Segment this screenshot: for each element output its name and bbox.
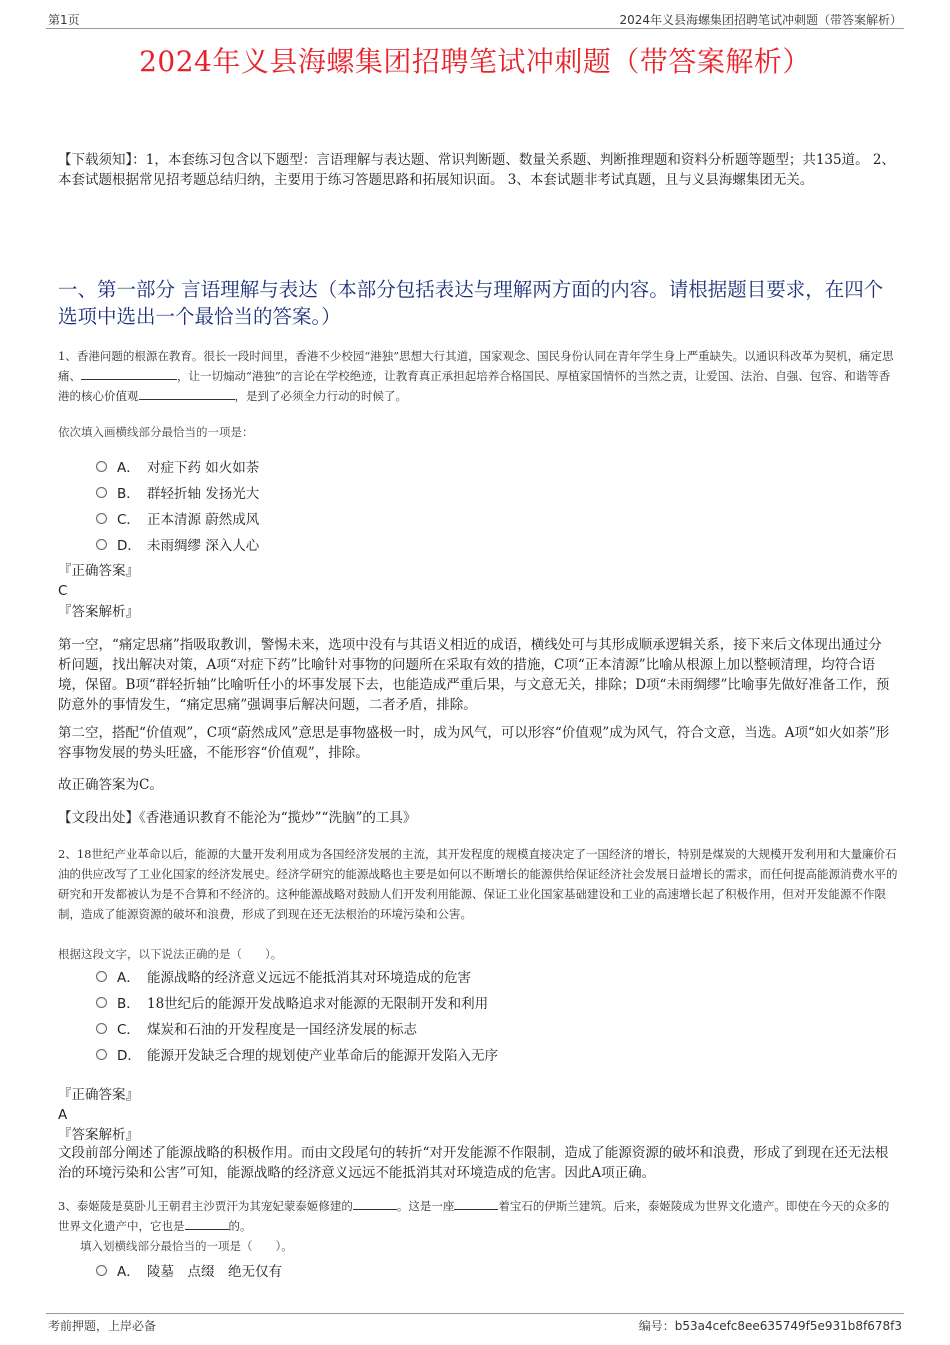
page-footer [46, 1313, 904, 1336]
blank-line [139, 386, 235, 400]
radio-icon[interactable] [96, 461, 107, 472]
footer-slogan: 考前押题，上岸必备 [48, 1319, 157, 1333]
question-1-text: 1、香港问题的根源在教育。很长一段时间里，香港不少校园“港独”思想大行其道，国家观念、国民身份认同在青年学生身上严重缺失。以通识科改革为契机，痛定思痛、 ，让一切煽动“港独”的言论在学校绝迹，让教育真正承担起培养合格国民、厚植家国情怀的当然之责，让爱国、法治、自强、包容、和谐等香港的核心价值观 ，是到了必须全力行动的时候了。 [58, 349, 894, 403]
question-3-text: 3、泰姬陵是莫卧儿王朝君主沙贾汗为其宠妃蒙泰姬修建的 。这是一座 着宝石的伊斯兰建筑。后来，泰姬陵成为世界文化遗产。即使在今天的众多的世界文化遗产中，它也是 的。 [58, 1196, 900, 1236]
analysis-paragraph: 第二空，搭配“价值观”，C项“蔚然成风”意思是事物盛极一时，成为风气，可以形容“价值观”成为风气，符合文意，当选。A项“如火如荼”形容事物发展的势头旺盛，不能形容“价值观”，排除。 [58, 725, 890, 761]
answer-label: 『正确答案』 [58, 563, 139, 579]
option-c[interactable]: C． 煤炭和石油的开发程度是一国经济发展的标志 [96, 1015, 498, 1041]
question-1-prompt: 依次填入画横线部分最恰当的一项是： [58, 425, 254, 439]
answer-value: A [58, 1107, 68, 1123]
radio-icon[interactable] [96, 487, 107, 498]
radio-icon[interactable] [96, 1049, 107, 1060]
blank-line [81, 366, 177, 380]
header-doc-title: 2024年义县海螺集团招聘笔试冲刺题（带答案解析） [619, 13, 902, 27]
analysis-label: 『答案解析』 [58, 604, 139, 620]
doc-title: 2024年义县海螺集团招聘笔试冲刺题（带答案解析） [139, 45, 811, 78]
answer-value: C [58, 583, 68, 599]
question-2-options [96, 963, 498, 1067]
analysis-paragraph: 第一空，“痛定思痛”指吸取教训，警惕未来，选项中没有与其语义相近的成语，横线处可与其形成顺承逻辑关系，接下来后文体现出通过分析问题，找出解决对策，A项“对症下药”比喻针对事物的问题所在采取有效的措施，C项“正本清源”比喻从根源上加以整顿清理，均符合语境，保留。B项“群轻折轴”比喻听任小的坏事发展下去，也能造成严重后果，与文意无关，排除；D项“未雨绸缪”比喻事先做好准备工作，预防意外的事情发生，“痛定思痛”强调事后解决问题，二者矛盾，排除。 [58, 637, 890, 713]
option-b[interactable]: B． 18世纪后的能源开发战略追求对能源的无限制开发和利用 [96, 989, 498, 1015]
radio-icon[interactable] [96, 1265, 107, 1276]
option-d[interactable]: D． 未雨绸缪 深入人心 [96, 531, 259, 557]
source-citation: 【文段出处】《香港通识教育不能沦为“揽炒”“洗脑”的工具》 [58, 810, 417, 826]
page-number: 第1页 [48, 13, 80, 27]
radio-icon[interactable] [96, 997, 107, 1008]
blank-line [353, 1196, 397, 1210]
question-2-text: 2、18世纪产业革命以后，能源的大量开发利用成为各国经济发展的主流，其开发程度的规模直接决定了一国经济的增长，特别是煤炭的大规模开发利用和大量廉价石油的供应改写了工业化国家的经济发展史。经济学研究的能源战略也主要是如何以不断增长的能源供给保证经济社会发展日益增长的需求，而任何提高能源消费水平的研究和开发都被认为是不合算和不经济的。这种能源战略对鼓励人们开发利用能源、保证工业化国家基础建设和工业的高速增长起了积极作用，但对开发能源不作限制，造成了能源资源的破坏和浪费，形成了到现在还无法根治的环境污染和公害。 [58, 847, 898, 921]
radio-icon[interactable] [96, 539, 107, 550]
blank-line [454, 1196, 498, 1210]
option-c[interactable]: C． 正本清源 蔚然成风 [96, 505, 259, 531]
option-a[interactable]: A． 陵墓 点缀 绝无仅有 [96, 1257, 282, 1283]
footer-doc-id: 编号：b53a4cefc8ee635749f5e931b8f678f3 [638, 1319, 902, 1333]
option-d[interactable]: D． 能源开发缺乏合理的规划使产业革命后的能源开发陷入无序 [96, 1041, 498, 1067]
question-3-prompt: 填入划横线部分最恰当的一项是（ ）。 [80, 1239, 293, 1253]
answer-label: 『正确答案』 [58, 1087, 139, 1103]
radio-icon[interactable] [96, 1023, 107, 1034]
radio-icon[interactable] [96, 971, 107, 982]
analysis-label: 『答案解析』 [58, 1127, 139, 1143]
question-3-options [96, 1257, 282, 1283]
download-notice: 【下载须知】：1，本套练习包含以下题型：言语理解与表达题、常识判断题、数量关系题、判断推理题和资料分析题等题型；共135道。 2、本套试题根据常见招考题总结归纳，主要用于练习答题思路和拓展知识面。 3、本套试题非考试真题，且与义县海螺集团无关。 [58, 152, 895, 188]
section-heading: 一、第一部分 言语理解与表达（本部分包括表达与理解两方面的内容。请根据题目要求，在四个选项中选出一个最恰当的答案。） [58, 278, 884, 328]
page-header [46, 8, 904, 29]
blank-line [185, 1216, 229, 1230]
analysis-conclusion: 故正确答案为C。 [58, 777, 163, 793]
option-a[interactable]: A． 能源战略的经济意义远远不能抵消其对环境造成的危害 [96, 963, 498, 989]
question-2-prompt: 根据这段文字，以下说法正确的是（ ）。 [58, 947, 283, 961]
radio-icon[interactable] [96, 513, 107, 524]
analysis-paragraph: 文段前部分阐述了能源战略的积极作用。而由文段尾句的转折“对开发能源不作限制，造成了能源资源的破坏和浪费，形成了到现在还无法根治的环境污染和公害”可知，能源战略的经济意义远远不能抵消其对环境造成的危害。因此A项正确。 [58, 1145, 889, 1181]
option-b[interactable]: B． 群轻折轴 发扬光大 [96, 479, 259, 505]
question-1-options [96, 453, 259, 557]
option-a[interactable]: A． 对症下药 如火如荼 [96, 453, 259, 479]
